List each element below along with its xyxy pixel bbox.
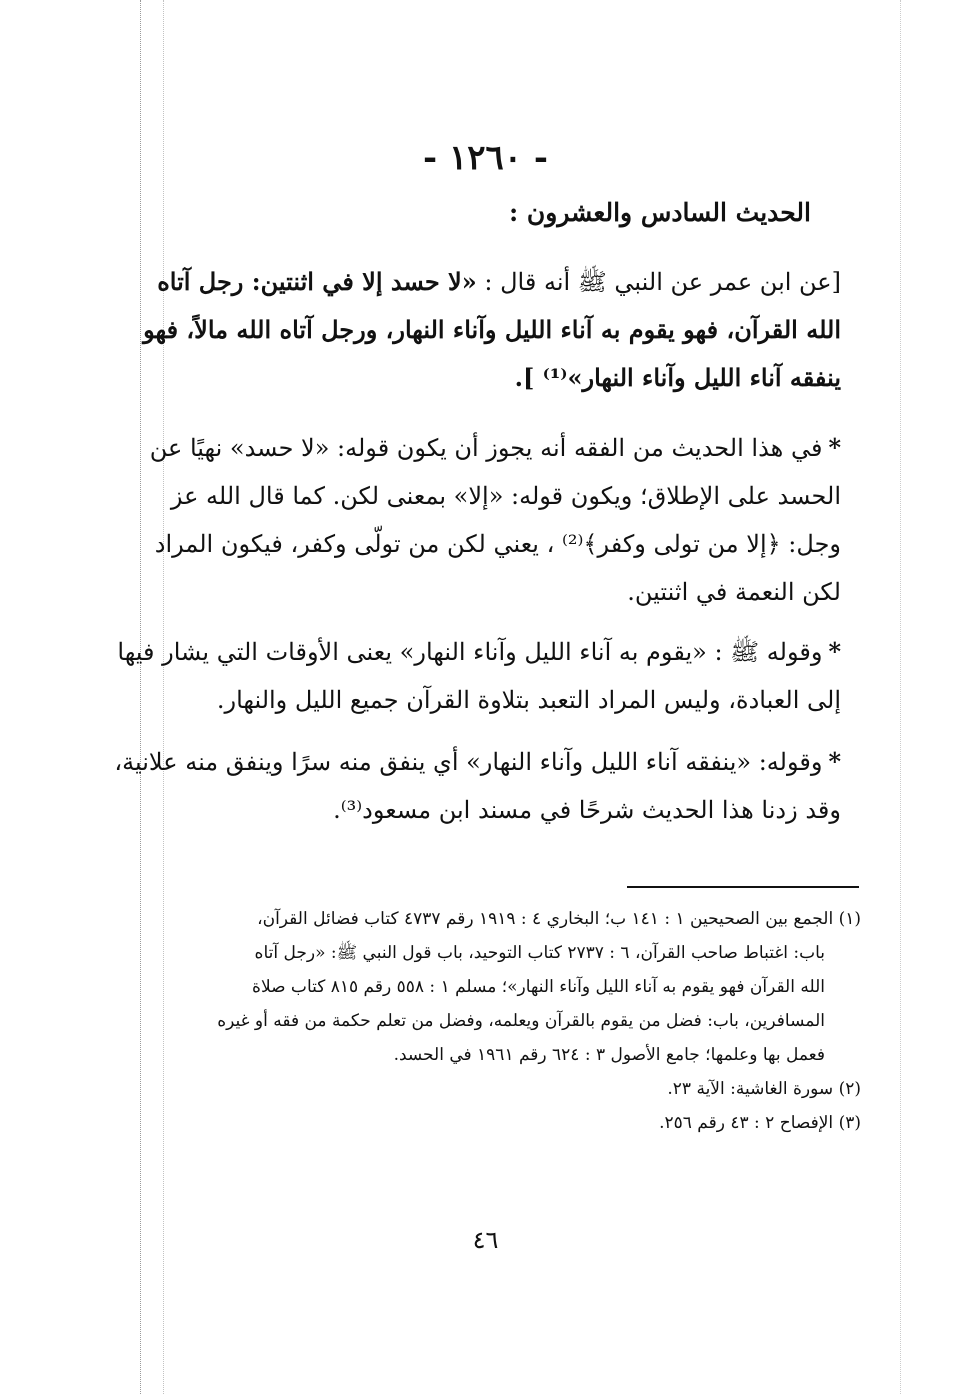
footnote-line: المسافرين، باب: فضل من يقوم بالقرآن ويعلمه، وفضل من تعلم حكمة من فقه أو غيره — [217, 1011, 825, 1031]
footnote-text: سورة الغاشية: الآية ٢٣. — [667, 1079, 834, 1099]
note-text: في هذا الحديث من الفقه أنه يجوز أن يكون قوله: «لا حسد» نهيًا عن — [149, 434, 823, 462]
footnote-2 — [131, 1072, 861, 1106]
footnote-text: الإفصاح ٢ : ٤٣ رقم ٢٥٦. — [659, 1113, 834, 1133]
hadith-number: - ١٢٦٠ - — [423, 138, 548, 178]
footnote-line: باب: اغتباط صاحب القرآن، ٦ : ٢٧٣٧ كتاب التوحيد، باب قول النبي ﷺ: «رجل آتاه — [254, 943, 825, 963]
note-text: وقوله ﷺ : «يقوم به آناء الليل وآناء النهار» يعنى الأوقات التي يشار فيها — [117, 638, 823, 666]
commentary-note — [117, 628, 841, 724]
note-line — [141, 424, 841, 472]
page-number: ٤٦ — [472, 1226, 499, 1254]
note-text: وقوله: «ينفقه آناء الليل وآناء النهار» أي ينفق منه سرًا وينفق منه علانية، — [114, 748, 823, 776]
note-marker: * — [828, 747, 841, 776]
footnote-separator — [627, 886, 859, 888]
note-line — [114, 738, 841, 786]
footnote-line: الله القرآن فهو يقوم به آناء الليل وآناء النهار»؛ مسلم ١ : ٥٥٨ رقم ٨١٥ كتاب صلاة — [252, 977, 825, 997]
hadith-line — [141, 258, 841, 306]
hadith-line: ينفقه آناء الليل وآناء النهار»⁽¹⁾ ]. — [514, 363, 841, 392]
scan-margin-dots — [900, 0, 901, 1394]
footnote-line: فعمل بها وعلمها؛ جامع الأصول ٣ : ٦٢٤ رقم ١٩٦١ في الحسد. — [393, 1045, 825, 1065]
hadith-quote: «لا حسد إلا في اثنتين: رجل آتاه — [157, 267, 477, 296]
note-marker: * — [828, 433, 841, 462]
footnote-text: الجمع بين الصحيحين ١ : ١٤١ ب؛ البخاري ٤ : ١٩١٩ رقم ٤٧٣٧ كتاب فضائل القرآن، — [257, 909, 834, 929]
footnote-label: (٣) — [838, 1113, 861, 1133]
note-line: وقد زدنا هذا الحديث شرحًا في مسند ابن مسعود⁽³⁾. — [333, 796, 841, 824]
note-line: لكن النعمة في اثنتين. — [627, 578, 841, 606]
hadith-line: الله القرآن، فهو يقوم به آناء الليل وآناء النهار، ورجل آتاه الله مالاً، فهو — [143, 315, 841, 344]
note-line: وجل: ﴿إلا من تولى وكفر﴾⁽²⁾ ، يعني لكن من تولّى وكفر، فيكون المراد — [154, 530, 841, 558]
commentary-note — [141, 424, 841, 616]
footnote-1 — [131, 902, 861, 936]
note-line: إلى العبادة، وليس المراد التعبد بتلاوة القرآن جميع الليل والنهار. — [216, 686, 841, 714]
note-marker: * — [828, 637, 841, 666]
note-line: الحسد على الإطلاق؛ ويكون قوله: «إلا» بمعنى لكن. كما قال الله عز — [170, 482, 841, 510]
footnotes — [131, 902, 861, 1140]
hadith-intro: [عن ابن عمر عن النبي ﷺ أنه قال : — [476, 268, 841, 296]
hadith-text — [141, 258, 841, 402]
footnote-label: (١) — [838, 909, 861, 929]
footnote-label: (٢) — [838, 1079, 861, 1099]
section-heading: الحديث السادس والعشرون : — [508, 198, 811, 227]
commentary-note — [114, 738, 841, 834]
footnote-3 — [131, 1106, 861, 1140]
note-line — [117, 628, 841, 676]
